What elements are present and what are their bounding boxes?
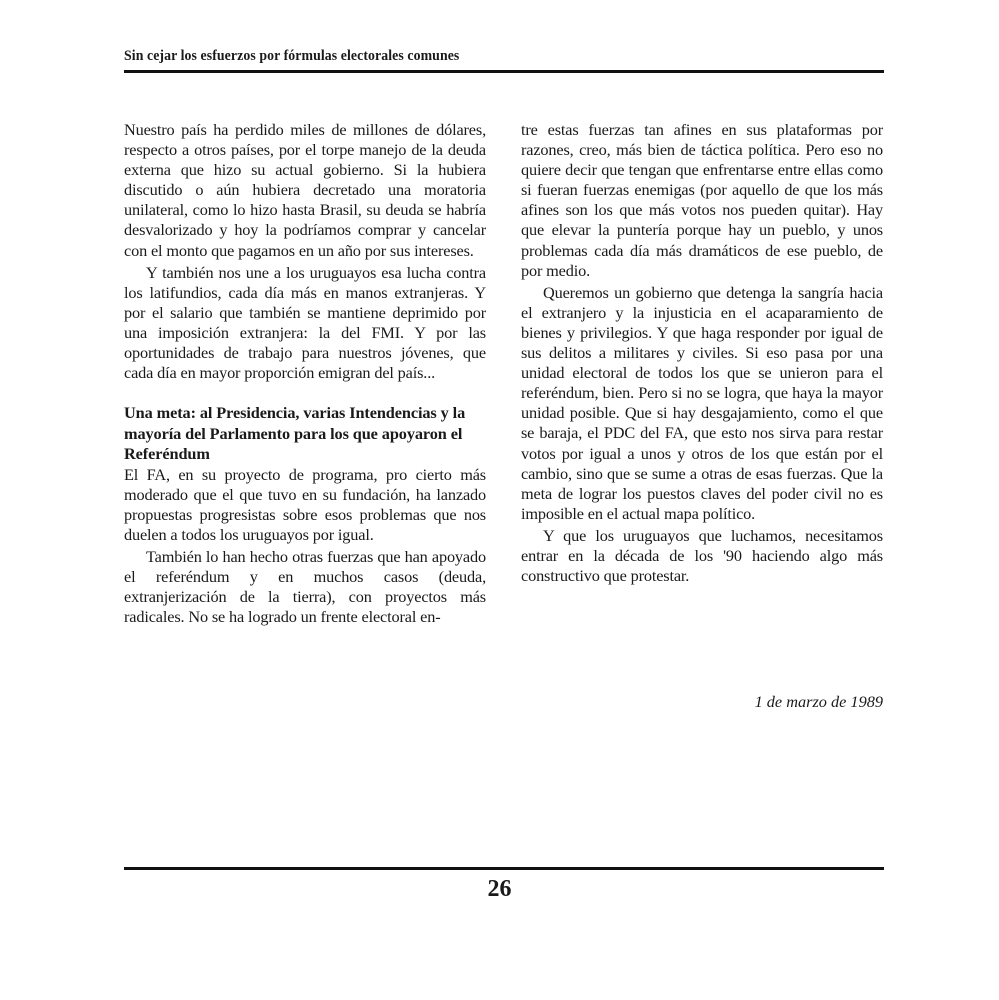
right-paragraph-1: tre estas fuerzas tan afines en sus plataformas por razones, creo, más bien de táctica política. Pero eso no quiere decir que tengan que enfrentarse entre ellas como si fueran fuerzas enemigas (por aquello de que los más afines son los que más votos nos pueden quitar). Hay que elevar la puntería porque hay un pueblo, y unos problemas cada día más dramáticos de ese pueblo, de por medio. bbox=[521, 120, 883, 280]
page-number: 26 bbox=[487, 876, 512, 902]
left-paragraph-3: El FA, en su proyecto de programa, pro cierto más moderado que el que tuvo en su fundación, ha lanzado propuestas progresistas sobre esos problemas que nos duelen a todos los uruguayos por igual. bbox=[124, 464, 486, 544]
section-subheading: Una meta: al Presidencia, varias Intendencias y la mayoría del Parlamento para los que apoyaron el Referéndum bbox=[124, 403, 466, 464]
right-paragraph-2: Queremos un gobierno que detenga la sangría hacia el extranjero y la injusticia en el acaparamiento de bienes y privilegios. Y que haga responder por igual de sus delitos a militares y civiles. Si eso pasa por una unidad electoral de todos los que se unieron para el referéndum, bien. Pero si no se logra, que haya la mayor unidad posible. Que si hay desgajamiento, como el que se baraja, el PDC del FA, que esto nos sirva para restar votos por igual a unos y otros de los que están por el cambio, sino que se sume a otras de esas fuerzas. Que la meta de lograr los puestos claves del poder civil no es imposible en el actual mapa político. bbox=[521, 282, 883, 523]
left-paragraph-2: Y también nos une a los uruguayos esa lucha contra los latifundios, cada día más en manos extranjeras. Y por el salario que también se mantiene deprimido por una imposición extranjera: la del FMI. Y por las oportunidades de trabajo para nuestros jóvenes, que cada día en mayor proporción emigran del país... bbox=[124, 262, 486, 383]
header-rule bbox=[124, 70, 884, 73]
right-column bbox=[521, 120, 883, 588]
left-column bbox=[124, 120, 486, 629]
running-head: Sin cejar los esfuerzos por fórmulas electorales comunes bbox=[124, 48, 460, 64]
right-paragraph-3: Y que los uruguayos que luchamos, necesitamos entrar en la década de los '90 haciendo algo más constructivo que protestar. bbox=[521, 525, 883, 586]
left-paragraph-4: También lo han hecho otras fuerzas que han apoyado el referéndum y en muchos casos (deuda, extranjerización de la tierra), con proyectos más radicales. No se ha logrado un frente electoral en- bbox=[124, 547, 486, 627]
left-paragraph-1: Nuestro país ha perdido miles de millones de dólares, respecto a otros países, por el torpe manejo de la deuda externa que hizo su actual gobierno. Si la hubiera discutido o aún hubiera decretado una moratoria unilateral, como lo hizo hasta Brasil, su deuda se habría desvalorizado y hoy la podríamos comprar y cancelar con el monto que pagamos en un año por sus intereses. bbox=[124, 120, 486, 260]
date-signature: 1 de marzo de 1989 bbox=[754, 692, 883, 711]
footer-rule bbox=[124, 867, 884, 870]
